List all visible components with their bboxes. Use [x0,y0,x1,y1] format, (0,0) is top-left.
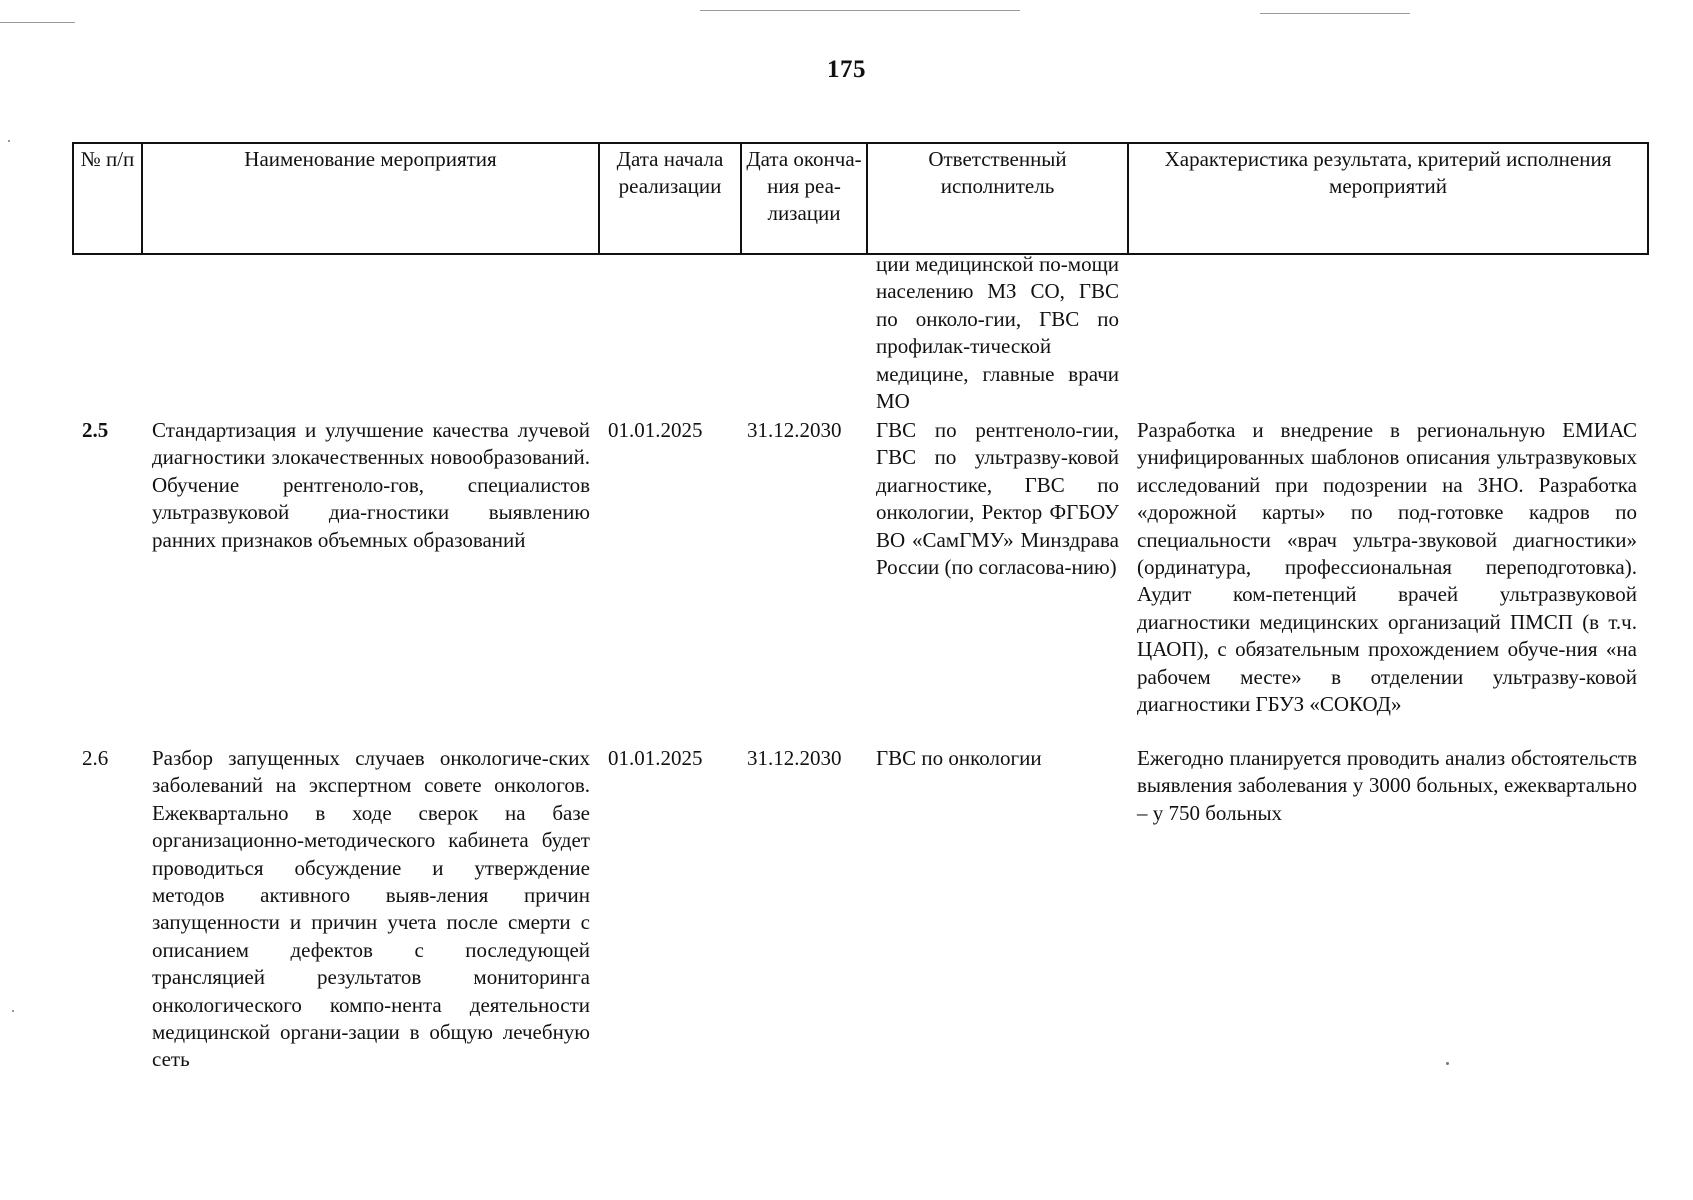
header-name: Наименование мероприятия [142,143,599,254]
cell-name [141,251,598,417]
header-result: Характеристика результата, критерий исполнения мероприятий [1128,143,1648,254]
table-row-continuation [72,251,1647,417]
scan-artifact-line [0,22,75,23]
cell-num: 2.5 [82,418,109,442]
scan-speck [12,1010,14,1012]
cell-name: Разбор запущенных случаев онкологиче-ских заболеваний на экспертном совете онкологов. Ежеквартально в ходе сверок на базе организационно-методического кабинета будет проводиться обсуждение и утверждение методов активного выяв-ления причин запущенности и причин учета после смерти с описанием дефектов с последующей трансляцией результатов мониторинга онкологического компо-нента деятельности медицинской органи-зации в общую лечебную сеть [152,746,590,1072]
table-header [72,142,1649,255]
cell-result: Разработка и внедрение в региональную ЕМИАС унифицированных шаблонов описания ультразвуковых исследований при подозрении на ЗНО. Разработка «дорожной карты» по под-готовке кадров по специальности «врач ультра-звуковой диагностики» (ординатура, профессиональная переподготовка). Аудит ком-петенций врачей ультразвуковой диагностики медицинских организаций ПМСП (в т.ч. ЦАОП), с обязательным прохождением обуче-ния «на рабочем месте» в отделении ультразву-ковой диагностики ГБУЗ «СОКОД» [1137,418,1637,717]
cell-result [1127,251,1647,417]
scan-speck [8,140,10,142]
table-row-2-5 [72,417,1647,745]
scan-artifact-line [700,10,1020,11]
cell-num [72,251,141,417]
header-num: № п/п [73,143,142,254]
cell-num: 2.6 [82,746,109,770]
table-row-2-6 [72,745,1647,1095]
table-header-row [73,143,1648,254]
header-responsible: Ответственный исполнитель [867,143,1128,254]
cell-end-date [740,251,866,417]
header-end-date: Дата оконча-ния реа-лизации [741,143,867,254]
cell-end-date: 31.12.2030 [747,418,842,442]
table-body [72,251,1647,1095]
cell-start-date [598,251,740,417]
cell-responsible: ции медицинской по-мощи населению МЗ СО, ГВС по онколо-гии, ГВС по профилак-тической медицине, главные врачи МО [876,252,1119,414]
header-start-date: Дата начала реализации [599,143,741,254]
cell-end-date: 31.12.2030 [747,746,842,770]
cell-name: Стандартизация и улучшение качества лучевой диагностики злокачественных новообразований. Обучение рентгеноло-гов, специалистов ультразвуковой диа-гностики выявлению ранних признаков объемных образований [152,418,590,552]
scan-artifact-line [1260,13,1410,14]
cell-start-date: 01.01.2025 [608,418,703,442]
cell-responsible: ГВС по онкологии [876,746,1042,770]
cell-result: Ежегодно планируется проводить анализ обстоятельств выявления заболевания у 3000 больных, ежеквартально – у 750 больных [1137,746,1637,825]
cell-responsible: ГВС по рентгеноло-гии, ГВС по ультразву-ковой диагностике, ГВС по онкологии, Ректор ФГБОУ ВО «СамГМУ» Минздрава России (по согласова-нию) [876,418,1119,580]
cell-start-date: 01.01.2025 [608,746,703,770]
page-number: 175 [827,56,866,83]
